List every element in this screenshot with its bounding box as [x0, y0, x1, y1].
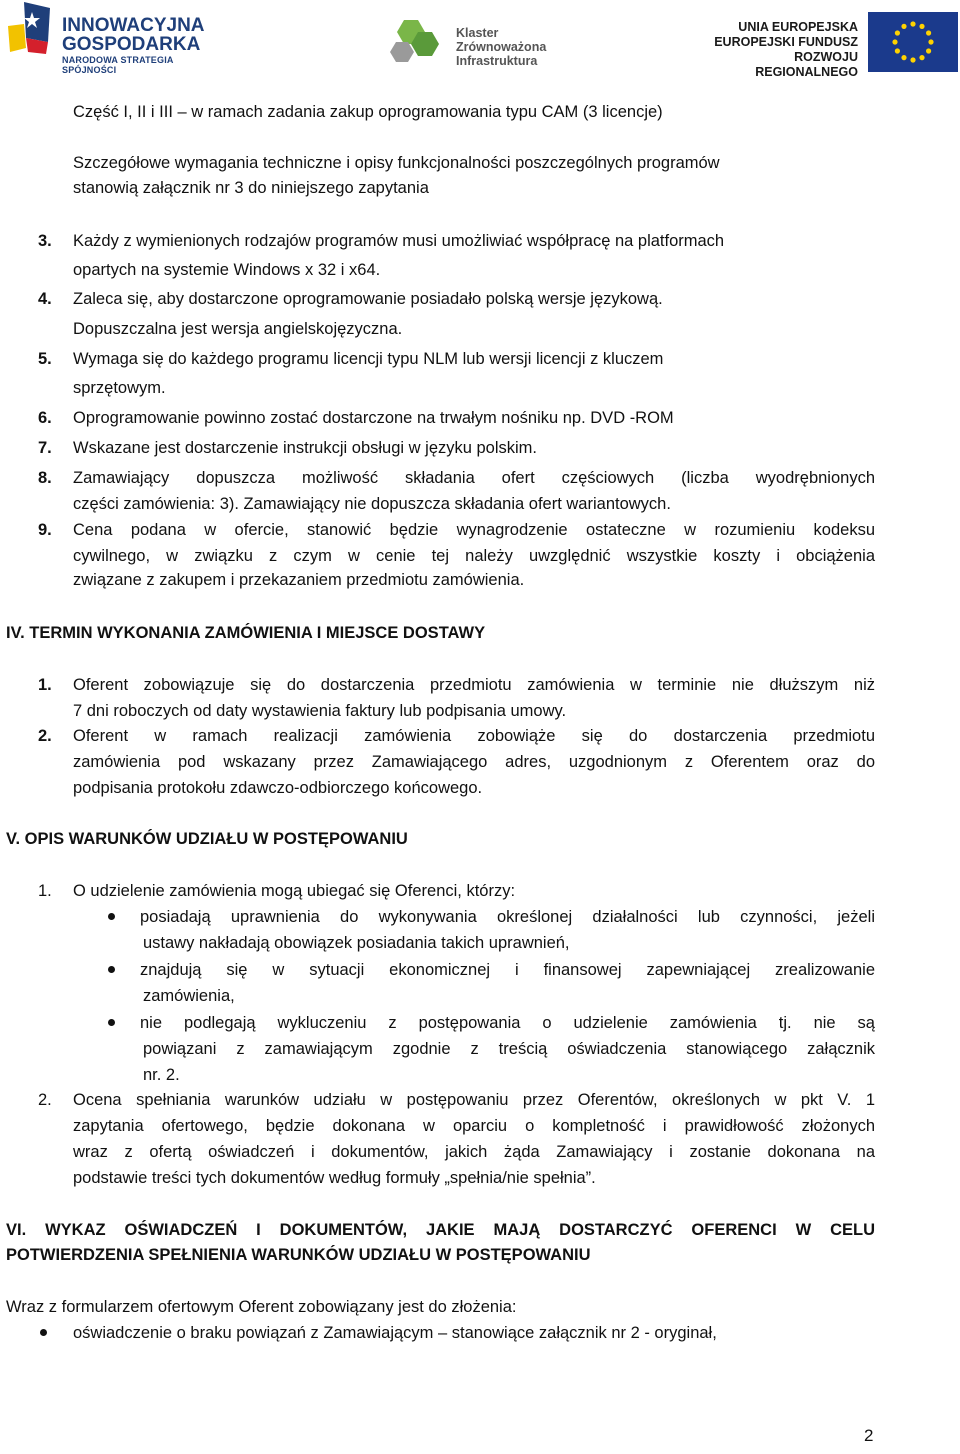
item-9-line-3: związane z zakupem i przekazaniem przedmiotu zamówienia. [73, 571, 525, 589]
item-8-number: 8. [38, 469, 52, 487]
ue-line2: EUROPEJSKI FUNDUSZ [714, 35, 858, 49]
intro-paragraph-2-line-2: stanowią załącznik nr 3 do niniejszego zapytania [73, 179, 429, 197]
section-v-item-2-line-2: zapytania ofertowego, będzie dokonana w oparciu o kompletność i prawidłowość złożonych [73, 1117, 875, 1135]
item-7-number: 7. [38, 439, 52, 457]
section-v-item-2-line-1: Ocena spełniania warunków udziału w postępowaniu przez Oferentów, określonych w pkt V. 1 [73, 1091, 875, 1109]
section-v-bullet-1-line-2: ustawy nakładają obowiązek posiadania takich uprawnień, [143, 934, 570, 952]
bullet-icon [108, 1019, 115, 1026]
ig-line2: GOSPODARKA [62, 34, 201, 55]
bullet-icon [108, 913, 115, 920]
section-v-bullet-2-line-2: zamówienia, [143, 987, 235, 1005]
section-vi-bullet-1: oświadczenie o braku powiązań z Zamawiającym – stanowiące załącznik nr 2 - oryginał, [73, 1324, 717, 1342]
item-9-line-1: Cena podana w ofercie, stanowić będzie wynagrodzenie ostateczne w rozumieniu kodeksu [73, 521, 875, 539]
klaster-line3: Infrastruktura [456, 54, 538, 68]
item-7-line-1: Wskazane jest dostarczenie instrukcji obsługi w języku polskim. [73, 439, 538, 457]
item-8-line-2: części zamówienia: 3). Zamawiający nie dopuszcza składania ofert wariantowych. [73, 495, 671, 513]
section-v-heading: V. OPIS WARUNKÓW UDZIAŁU W POSTĘPOWANIU [6, 830, 408, 848]
item-8-line-1: Zamawiający dopuszcza możliwość składania ofert częściowych (liczba wyodrębnionych [73, 469, 875, 487]
section-iv-heading: IV. TERMIN WYKONANIA ZAMÓWIENIA I MIEJSCE DOSTAWY [6, 624, 486, 642]
section-iv-item-1-number: 1. [38, 676, 52, 694]
eu-flag-icon [868, 12, 958, 72]
item-6-number: 6. [38, 409, 52, 427]
section-vi-intro: Wraz z formularzem ofertowym Oferent zobowiązany jest do złożenia: [6, 1298, 517, 1316]
logo-innowacyjna-gospodarka [4, 2, 224, 75]
section-v-bullet-2-line-1: znajdują się w sytuacji ekonomicznej i finansowej zapewniającej zrealizowanie [140, 961, 875, 979]
ue-line3: ROZWOJU REGIONALNEGO [755, 50, 858, 79]
bullet-icon [40, 1329, 47, 1336]
item-6-line-1: Oprogramowanie powinno zostać dostarczone na trwałym nośniku np. DVD -ROM [73, 409, 674, 427]
logo-unia-europejska [700, 10, 958, 79]
bullet-icon [108, 966, 115, 973]
item-9-line-2: cywilnego, w związku z czym w cenie tej należy uwzględnić wszystkie koszty i obciążenia [73, 547, 875, 565]
section-iv-item-2-line-2: zamówienia pod wskazany przez Zamawiającego adres, uzgodnionym z Oferentem oraz do [73, 753, 875, 771]
section-v-item-2-line-4: podstawie treści tych dokumentów według formuły „spełnia/nie spełnia”. [73, 1169, 596, 1187]
klaster-line2: Zrównoważona [456, 40, 547, 54]
section-v-bullet-3-line-2: powiązani z zamawiającym zgodnie z treścią oświadczenia stanowiącego załącznik [143, 1040, 875, 1058]
section-v-item-2-number: 2. [38, 1091, 52, 1109]
section-iv-item-2-number: 2. [38, 727, 52, 745]
section-vi-heading-line-2: POTWIERDZENIA SPEŁNIENIA WARUNKÓW UDZIAŁU W POSTĘPOWANIU [6, 1246, 591, 1264]
ig-flag-icon [4, 2, 56, 70]
section-v-bullet-3-line-1: nie podlegają wykluczeniu z postępowania o udzielenie zamówienia tj. nie są [140, 1014, 875, 1032]
intro-paragraph-1: Część I, II i III – w ramach zadania zakup oprogramowania typu CAM (3 licencje) [73, 103, 663, 121]
item-5-line-1: Wymaga się do każdego programu licencji typu NLM lub wersji licencji z kluczem [73, 350, 664, 368]
section-iv-item-1-line-1: Oferent zobowiązuje się do dostarczenia przedmiotu zamówienia w terminie nie dłuższym niż [73, 676, 875, 694]
item-4-number: 4. [38, 290, 52, 308]
section-v-item-2-line-3: wraz z ofertą oświadczeń i dokumentów, jakich żąda Zamawiający i zostanie dokonana na [73, 1143, 875, 1161]
item-4-line-2: Dopuszczalna jest wersja angielskojęzyczna. [73, 320, 403, 338]
section-v-item-1-number: 1. [38, 882, 52, 900]
ue-line1: UNIA EUROPEJSKA [738, 20, 858, 34]
item-3-number: 3. [38, 232, 52, 250]
item-4-line-1: Zaleca się, aby dostarczone oprogramowanie posiadało polską wersje językową. [73, 290, 663, 308]
ig-sub: NARODOWA STRATEGIA SPÓJNOŚCI [62, 55, 174, 75]
section-v-item-1-line-1: O udzielenie zamówienia mogą ubiegać się Oferenci, którzy: [73, 882, 516, 900]
item-5-number: 5. [38, 350, 52, 368]
item-3-line-1: Każdy z wymienionych rodzajów programów musi umożliwiać współpracę na platformach [73, 232, 725, 250]
section-iv-item-2-line-3: podpisania protokołu zdawczo-odbiorczego końcowego. [73, 779, 483, 797]
item-9-number: 9. [38, 521, 52, 539]
page-number: 2 [864, 1426, 874, 1445]
section-v-bullet-1-line-1: posiadają uprawnienia do wykonywania określonej działalności lub czynności, jeżeli [140, 908, 875, 926]
klaster-logo-icon [388, 16, 446, 68]
section-iv-item-1-line-2: 7 dni roboczych od daty wystawienia faktury lub podpisania umowy. [73, 702, 567, 720]
ig-line1: INNOWACYJNA [62, 15, 205, 36]
intro-paragraph-2-line-1: Szczegółowe wymagania techniczne i opisy funkcjonalności poszczególnych programów [73, 154, 720, 172]
section-vi-heading-line-1: VI. WYKAZ OŚWIADCZEŃ I DOKUMENTÓW, JAKIE MAJĄ DOSTARCZYĆ OFERENCI W CELU [6, 1221, 875, 1239]
logo-klaster [388, 12, 548, 72]
item-3-line-2: opartych na systemie Windows x 32 i x64. [73, 261, 381, 279]
klaster-line1: Klaster [456, 26, 499, 40]
section-iv-item-2-line-1: Oferent w ramach realizacji zamówienia zobowiąże się do dostarczenia przedmiotu [73, 727, 875, 745]
section-v-bullet-3-line-3: nr. 2. [143, 1066, 180, 1084]
item-5-line-2: sprzętowym. [73, 379, 166, 397]
